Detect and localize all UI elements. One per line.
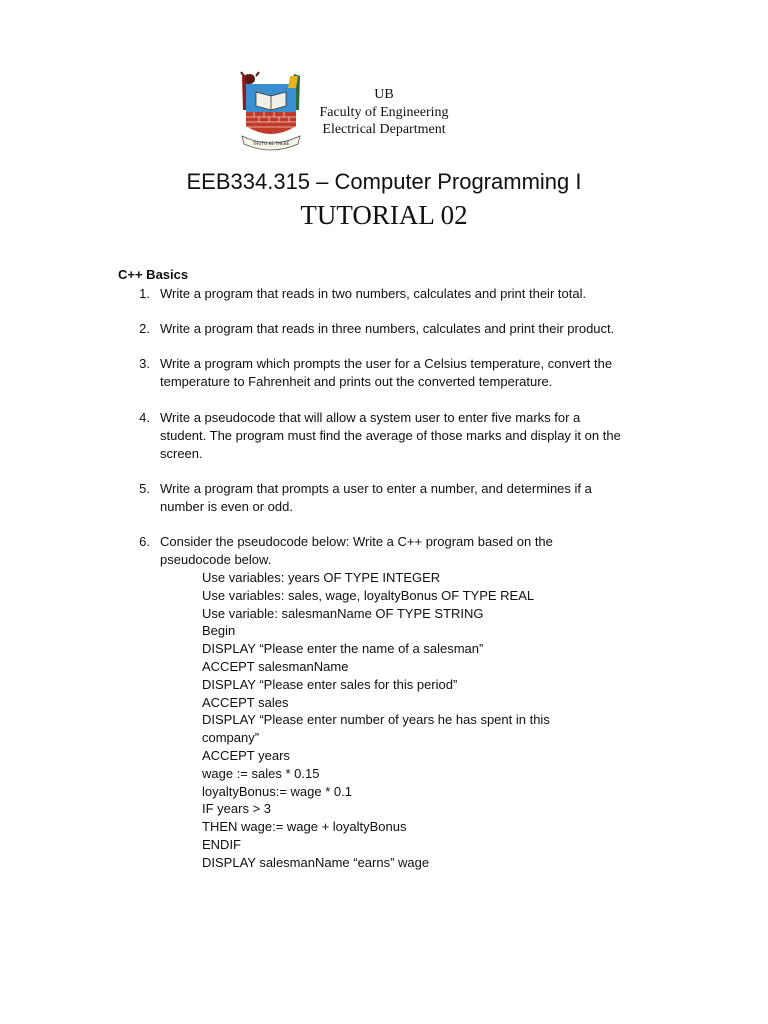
pseudocode-line: ENDIF xyxy=(202,836,241,852)
pseudocode-line: company” xyxy=(202,730,260,746)
item-text xyxy=(160,285,650,303)
item-number: 2. xyxy=(139,321,150,336)
item-line: number is even or odd. xyxy=(160,498,293,514)
institution-name: UB xyxy=(374,87,394,102)
item-text xyxy=(160,320,650,338)
item-text xyxy=(160,355,650,391)
item-line: Write a program that prompts a user to enter a number, and determines if a xyxy=(160,481,592,496)
pseudocode-line: Use variables: years OF TYPE INTEGER xyxy=(202,570,441,585)
item-number: 1. xyxy=(139,286,150,301)
pseudocode-line: DISPLAY salesmanName “earns” wage xyxy=(202,854,430,870)
pseudocode-line: Use variables: sales, wage, loyaltyBonus OF TYPE REAL xyxy=(202,587,535,603)
institution-block xyxy=(310,86,458,139)
tutorial-title: TUTORIAL 02 xyxy=(300,200,468,230)
faculty-name: Faculty of Engineering xyxy=(319,104,449,120)
pseudocode-line: DISPLAY “Please enter sales for this period” xyxy=(202,676,458,692)
course-title: EEB334.315 – Computer Programming I xyxy=(186,169,582,194)
item-line: Consider the pseudocode below: Write a C++ program based on the xyxy=(160,534,553,549)
department-name: Electrical Department xyxy=(322,122,446,137)
university-crest-logo xyxy=(238,70,304,152)
pseudocode-line: Begin xyxy=(202,623,236,639)
logo-motto: THUTO KE THEBE xyxy=(252,141,290,146)
item-number: 6. xyxy=(139,534,150,549)
item-line: Write a program which prompts the user for a Celsius temperature, convert the xyxy=(160,356,613,371)
item-text xyxy=(160,533,650,569)
item-number: 5. xyxy=(139,481,150,496)
item-number: 4. xyxy=(139,410,150,425)
pseudocode-line: ACCEPT sales xyxy=(202,694,289,710)
item-line: temperature to Fahrenheit and prints out the converted temperature. xyxy=(160,373,553,389)
section-heading: C++ Basics xyxy=(118,267,189,282)
pseudocode-line: loyaltyBonus:= wage * 0.1 xyxy=(202,783,352,799)
pseudocode-line: IF years > 3 xyxy=(202,801,271,817)
item-number: 3. xyxy=(139,356,150,371)
pseudocode-line: THEN wage:= wage + loyaltyBonus xyxy=(202,819,407,835)
item-line: pseudocode below. xyxy=(160,551,272,567)
pseudocode-line: DISPLAY “Please enter the name of a salesman” xyxy=(202,641,484,657)
pseudocode-line: DISPLAY “Please enter number of years he has spent in this xyxy=(202,712,550,728)
item-line: student. The program must find the average of those marks and display it on the xyxy=(160,427,621,443)
pseudocode-line: Use variable: salesmanName OF TYPE STRING xyxy=(202,605,484,621)
item-line: Write a pseudocode that will allow a system user to enter five marks for a xyxy=(160,410,581,425)
pseudocode-line: wage := sales * 0.15 xyxy=(202,765,320,781)
pseudocode-block xyxy=(202,569,550,872)
pseudocode-line: ACCEPT salesmanName xyxy=(202,658,349,674)
item-text xyxy=(160,480,650,516)
item-line: Write a program that reads in three numbers, calculates and print their product. xyxy=(160,321,615,336)
item-line: screen. xyxy=(160,445,203,461)
pseudocode-line: ACCEPT years xyxy=(202,747,290,763)
item-line: Write a program that reads in two numbers, calculates and print their total. xyxy=(160,286,587,301)
item-text xyxy=(160,409,650,462)
